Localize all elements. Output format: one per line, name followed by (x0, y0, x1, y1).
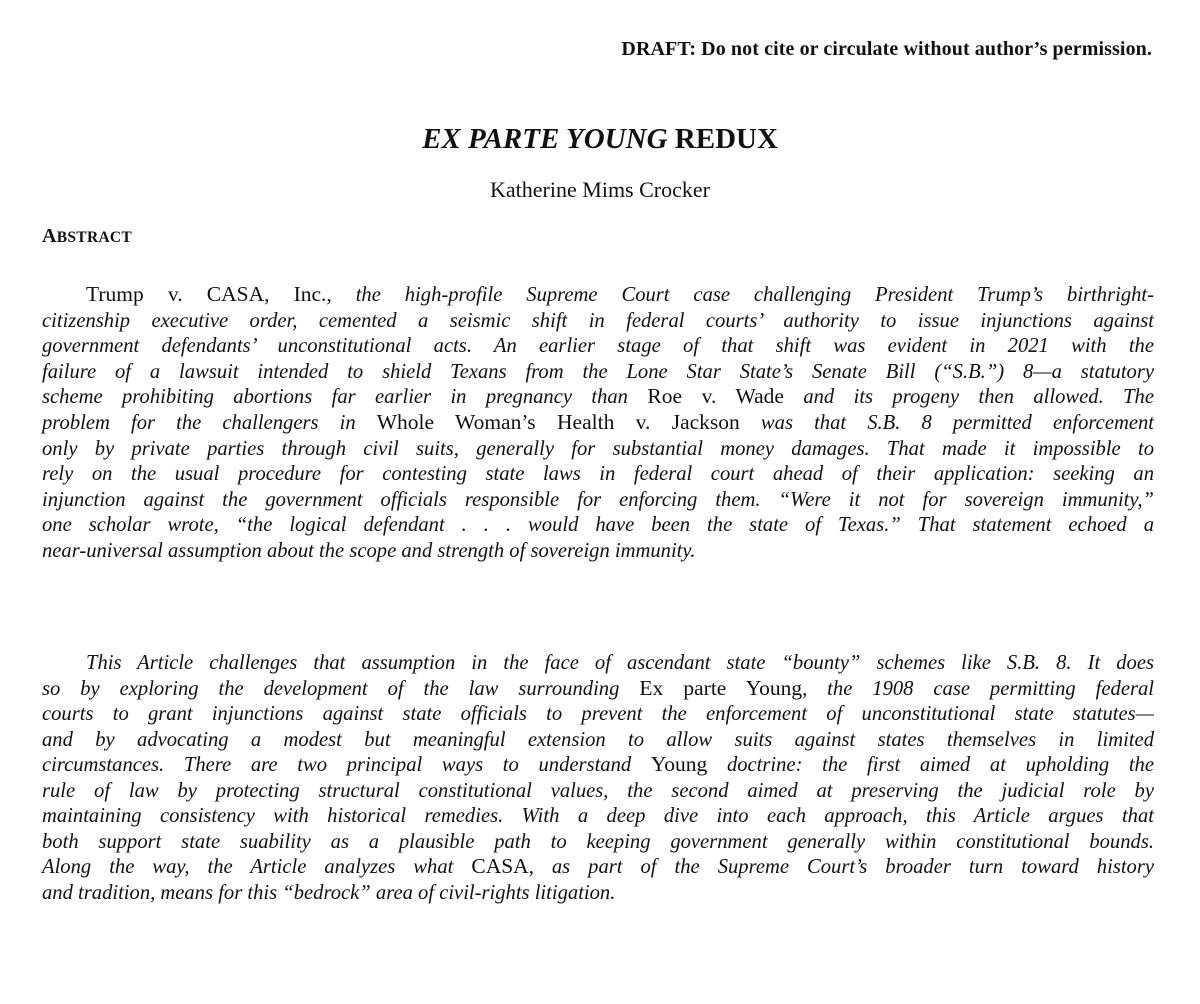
author-name: Katherine Mims Crocker (490, 177, 710, 202)
case-name: Young (650, 752, 708, 776)
paragraph-1-line (42, 410, 1154, 435)
paragraph-1-line (42, 359, 1154, 384)
paragraph-1-line (42, 487, 1154, 512)
paragraph-2-line (42, 778, 1154, 803)
paragraph-2-line (42, 676, 1154, 701)
line-text: maintaining consistency with historical remedies. With a deep dive into each approach, this Article argues that (42, 805, 1154, 827)
paragraph-2-line (42, 829, 1154, 854)
paragraph-1-line (42, 333, 1154, 358)
line-text: near-universal assumption about the scope and strength of sovereign immunity. (42, 540, 696, 562)
line-text: scheme prohibiting abortions far earlier in pregnancy than (42, 386, 648, 409)
line-text: circumstances. There are two principal ways to understand (42, 754, 651, 776)
line-text: only by private parties through civil suits, generally for substantial money damages. That made it impossible to (42, 437, 1154, 460)
line-text: both support state suability as a plausible path to keeping government generally within constitutional bounds. (42, 830, 1154, 853)
line-text: so by exploring the development of the law surrounding (42, 677, 640, 700)
paragraph-1-line (42, 384, 1154, 409)
title-italic-part: EX PARTE YOUNG (422, 123, 668, 155)
case-name: Roe v. Wade (647, 384, 784, 409)
paragraph-1-line (42, 538, 1154, 563)
draft-notice: DRAFT: Do not cite or circulate without author’s permission. (621, 38, 1152, 60)
line-text: rule of law by protecting structural constitutional values, the second aimed at preserving the judicial role by (42, 779, 1154, 802)
line-text: and by advocating a modest but meaningful extension to allow suits against states themselves in limited (42, 728, 1154, 751)
paragraph-1-line (86, 282, 1154, 307)
line-text: government defendants’ unconstitutional acts. An earlier stage of that shift was evident in 2021 with the (42, 335, 1154, 358)
line-text: This Article challenges that assumption in the face of ascendant state “bounty” schemes like S.B. 8. It does (86, 652, 1154, 674)
paragraph-2-line (42, 803, 1154, 828)
paragraph-2-line (42, 854, 1154, 879)
line-text: was that S.B. 8 permitted enforcement (739, 412, 1154, 434)
line-text: courts to grant injunctions against state officials to prevent the enforcement of unconstitutional state statutes— (42, 703, 1154, 725)
line-text: doctrine: the first aimed at upholding the (707, 754, 1154, 776)
line-text: and tradition, means for this “bedrock” area of civil-rights litigation. (42, 881, 616, 904)
paragraph-1-line (42, 461, 1154, 486)
paragraph-1-line (42, 436, 1154, 461)
line-text: rely on the usual procedure for contesting state laws in federal court ahead of their application: seeking an (42, 463, 1154, 486)
line-text: injunction against the government officials responsible for enforcing them. “Were it not for sovereign immunity,” (42, 488, 1154, 511)
paragraph-1-line (42, 308, 1154, 333)
line-text: citizenship executive order, cemented a seismic shift in federal courts’ authority to issue injunctions against (42, 309, 1154, 332)
title-rest: REDUX (667, 123, 778, 155)
article-title (0, 123, 1200, 156)
paragraph-2-line (42, 752, 1154, 777)
line-text: problem for the challengers in (42, 412, 377, 434)
line-text: Along the way, the Article analyzes what (42, 856, 472, 878)
line-text: and its progeny then allowed. The (783, 386, 1154, 409)
line-text: failure of a lawsuit intended to shield Texans from the Lone Star State’s Senate Bill (“S.B.”) 8—a statutory (42, 360, 1154, 383)
line-text: , the 1908 case permitting federal (802, 677, 1154, 700)
case-name: Whole Woman’s Health v. Jackson (376, 410, 740, 434)
abstract-heading: ABSTRACT (42, 225, 133, 247)
line-text: the high-profile Supreme Court case challenging President Trump’s birthright- (331, 284, 1154, 306)
case-name: Trump v. CASA, Inc., (86, 282, 332, 306)
case-name: CASA (471, 854, 529, 878)
paragraph-2-line (42, 880, 1154, 905)
paragraph-2-line (86, 650, 1154, 675)
paragraph-2-line (42, 701, 1154, 726)
line-text: , as part of the Supreme Court’s broader turn toward history (528, 856, 1155, 878)
line-text: one scholar wrote, “the logical defendant . . . would have been the state of Texas.” That statement echoed a (42, 514, 1154, 537)
paragraph-1-line (42, 512, 1154, 537)
paragraph-2-line (42, 727, 1154, 752)
case-name: Ex parte Young (639, 675, 803, 700)
